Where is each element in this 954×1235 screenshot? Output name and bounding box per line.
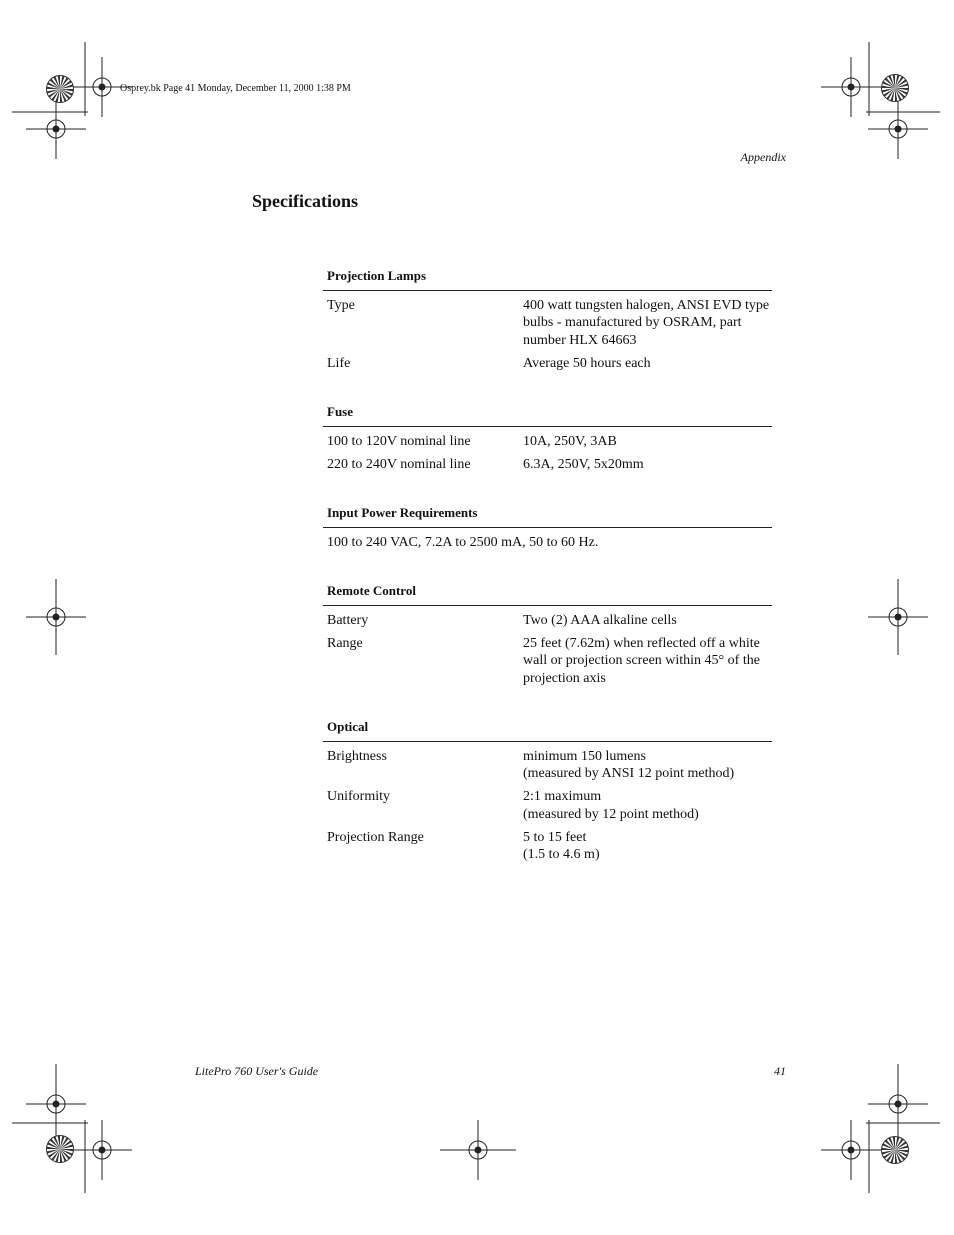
spec-value-line: (measured by 12 point method) (523, 806, 699, 822)
spec-full-text: 100 to 240 VAC, 7.2A to 2500 mA, 50 to 60 Hz. (327, 534, 599, 550)
star-target-icon (881, 74, 909, 102)
star-target-icon (881, 1136, 909, 1164)
print-slug: Osprey.bk Page 41 Monday, December 11, 2000 1:38 PM (120, 83, 351, 94)
spec-value-line: Two (2) AAA alkaline cells (523, 612, 677, 628)
spec-value-line: 5 to 15 feet (523, 829, 587, 845)
spec-value-line: 2:1 maximum (523, 789, 602, 804)
spec-label: Type (327, 297, 355, 313)
spec-value-line: projection axis (523, 670, 606, 686)
spec-label: Brightness (327, 748, 387, 764)
spec-label: 100 to 120V nominal line (327, 433, 471, 449)
section-title: Input Power Requirements (327, 505, 478, 520)
spec-value-line: 10A, 250V, 3AB (523, 433, 617, 449)
registration-target-icon (868, 99, 928, 159)
spec-label: Life (327, 355, 351, 371)
spec-label: 220 to 240V nominal line (327, 456, 471, 472)
spec-label: Uniformity (327, 789, 390, 804)
registration-target-icon (26, 579, 86, 655)
section-title: Optical (327, 719, 369, 734)
spec-value-line: (measured by ANSI 12 point method) (523, 766, 735, 781)
spec-label: Projection Range (327, 829, 424, 845)
registration-target-icon (868, 579, 928, 655)
spec-label: Range (327, 635, 363, 651)
spec-value-line: 400 watt tungsten halogen, ANSI EVD type (523, 297, 770, 313)
spec-label: Battery (327, 612, 369, 628)
running-head: Appendix (740, 150, 786, 164)
spec-value-line: Average 50 hours each (523, 355, 651, 371)
section-title: Fuse (327, 404, 353, 419)
spec-value-line: wall or projection screen within 45° of the (523, 653, 760, 668)
spec-value-line: (1.5 to 4.6 m) (523, 847, 600, 862)
spec-value-line: 6.3A, 250V, 5x20mm (523, 456, 644, 472)
spec-value-line: number HLX 64663 (523, 332, 637, 348)
spec-value-line: minimum 150 lumens (523, 748, 646, 764)
section-title: Projection Lamps (327, 268, 427, 283)
star-target-icon (46, 1135, 74, 1163)
footer-page-number: 41 (774, 1064, 786, 1078)
spec-value-line: 25 feet (7.62m) when reflected off a white (523, 635, 760, 651)
star-target-icon (46, 75, 74, 103)
registration-target-icon (821, 1120, 881, 1180)
registration-target-icon (440, 1120, 516, 1180)
page-title: Specifications (252, 191, 358, 211)
spec-value-line: bulbs - manufactured by OSRAM, part (523, 315, 742, 330)
footer-book-title: LitePro 760 User's Guide (195, 1064, 319, 1078)
registration-target-icon (26, 99, 86, 159)
registration-target-icon (72, 1120, 132, 1180)
section-title: Remote Control (327, 583, 416, 598)
